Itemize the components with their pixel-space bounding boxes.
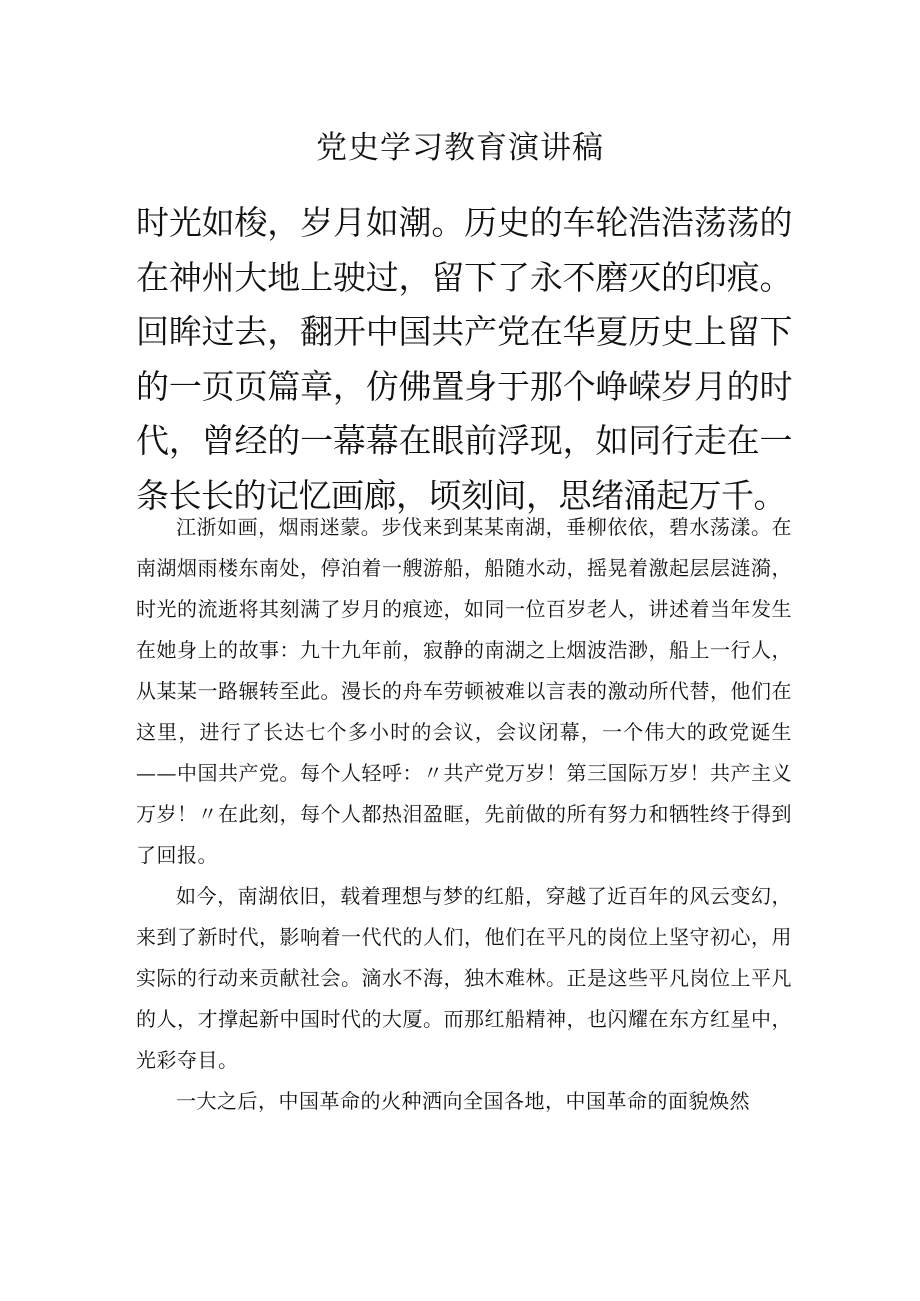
body-text bbox=[136, 507, 792, 1122]
body-paragraph: 如今，南湖依旧，载着理想与梦的红船，穿越了近百年的风云变幻，来到了新时代，影响着一代代的人们，他们在平凡的岗位上坚守初心，用实际的行动来贡献社会。滴水不海，独木难林。正是这些平凡岗位上平凡的人，才撑起新中国时代的大厦。而那红船精神，也闪耀在东方红星中，光彩夺目。 bbox=[136, 884, 792, 1072]
body-paragraph: 一大之后，中国革命的火种洒向全国各地，中国革命的面貌焕然 bbox=[176, 1089, 750, 1113]
document-title: 党史学习教育演讲稿 bbox=[316, 130, 604, 166]
lead-paragraph: 时光如梭，岁月如潮。历史的车轮浩浩荡荡的在神州大地上驶过，留下了永不磨灭的印痕。回眸过去，翻开中国共产党在华夏历史上留下的一页页篇章，仿佛置身于那个峥嵘岁月的时代，曾经的一幕幕在眼前浮现，如同行走在一条长长的记忆画廊，顷刻间，思绪涌起万千。 bbox=[136, 203, 792, 515]
body-paragraph: 江浙如画，烟雨迷蒙。步伐来到某某南湖，垂柳依依，碧水荡漾。在南湖烟雨楼东南处，停泊着一艘游船，船随水动，摇晃着激起层层涟漪，时光的流逝将其刻满了岁月的痕迹，如同一位百岁老人，讲述着当年发生在她身上的故事：九十九年前，寂静的南湖之上烟波浩渺，船上一行人，从某某一路辗转至此。漫长的舟车劳顿被难以言表的激动所代替，他们在这里，进行了长达七个多小时的会议，会议闭幕，一个伟大的政党诞生——中国共产党。每个人轻呼：〃共产党万岁！第三国际万岁！共产主义万岁！〃在此刻，每个人都热泪盈眶，先前做的所有努力和牺牲终于得到了回报。 bbox=[136, 515, 792, 867]
